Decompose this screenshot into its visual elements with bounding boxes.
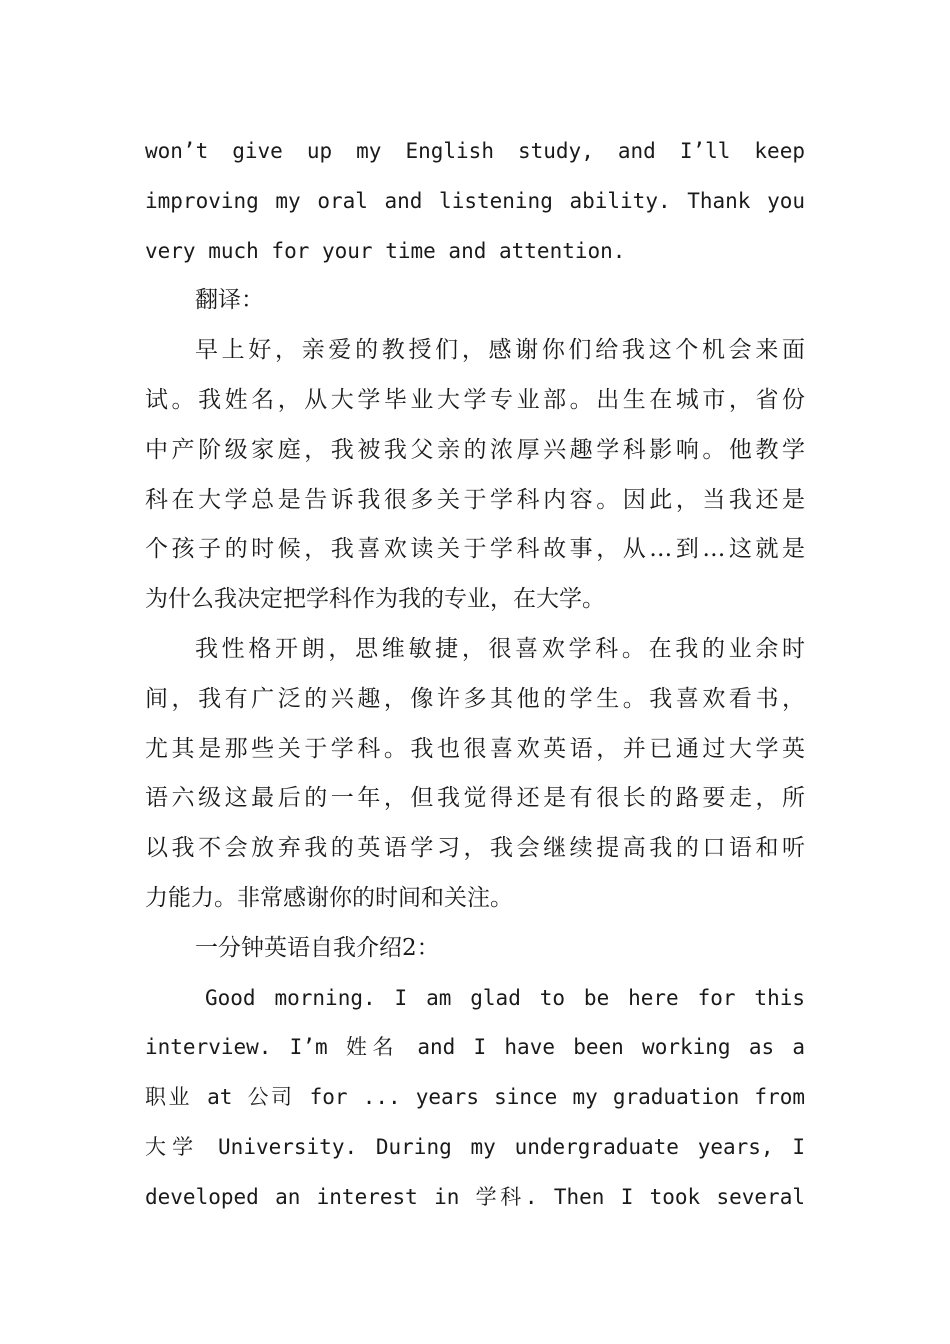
text-line: 力能力。非常感谢你的时间和关注。: [145, 884, 513, 911]
text-line: 以我不会放弃我的英语学习，我会继续提高我的口语和听: [145, 835, 805, 862]
text-line: 语六级这最后的一年，但我觉得还是有很长的路要走，所: [145, 785, 805, 812]
text-line: developed an interest in 学科. Then I took several: [145, 1184, 805, 1209]
text-line: 早上好，亲爱的教授们，感谢你们给我这个机会来面: [195, 337, 805, 364]
text-line: 为什么我决定把学科作为我的专业，在大学。: [145, 586, 605, 613]
text-line: 中产阶级家庭，我被我父亲的浓厚兴趣学科影响。他教学: [145, 436, 805, 463]
text-line: 试。我姓名，从大学毕业大学专业部。出生在城市，省份: [145, 386, 805, 413]
paragraph-chinese-2: [145, 625, 805, 924]
text-line: 间，我有广泛的兴趣，像许多其他的学生。我喜欢看书，: [145, 685, 805, 712]
paragraph-english-intro: [145, 974, 805, 1223]
text-line: 大学 University. During my undergraduate years, I: [145, 1134, 805, 1159]
paragraph-translation-heading: [145, 276, 805, 326]
text-line: improving my oral and listening ability. Thank you: [145, 188, 805, 213]
text-line: 科在大学总是告诉我很多关于学科内容。因此，当我还是: [145, 486, 805, 513]
document-page: [145, 127, 805, 1223]
text-line: won’t give up my English study, and I’ll keep: [145, 139, 805, 163]
text-line: 个孩子的时候，我喜欢读关于学科故事，从…到…这就是: [145, 536, 805, 563]
paragraph-chinese-1: [145, 326, 805, 625]
text-line: interview. I’m 姓名 and I have been working as a: [145, 1035, 805, 1060]
paragraph-english-continuation: [145, 127, 805, 276]
section-heading: 一分钟英语自我介绍2：: [195, 934, 440, 961]
paragraph-section-heading: [145, 924, 805, 974]
text-line: Good morning. I am glad to be here for this: [205, 985, 805, 1010]
text-line: very much for your time and attention.: [145, 238, 626, 263]
text-line: 职业 at 公司 for ... years since my graduation from: [145, 1085, 805, 1110]
text-line: 尤其是那些关于学科。我也很喜欢英语，并已通过大学英: [145, 735, 805, 762]
section-heading: 翻译：: [195, 287, 264, 314]
text-line: 我性格开朗，思维敏捷，很喜欢学科。在我的业余时: [195, 635, 805, 662]
